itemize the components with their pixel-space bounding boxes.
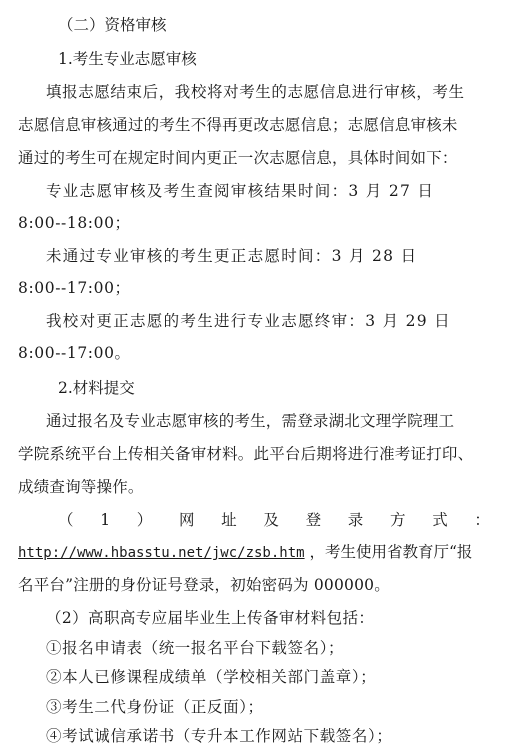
- schedule-time: 8:00--18:00；: [18, 214, 131, 232]
- item1-char: 录: [347, 511, 364, 529]
- paragraph-line: 填报志愿结束后，我校将对考生的志愿信息进行审核，考生: [46, 83, 465, 101]
- item1-char: 方: [389, 511, 406, 529]
- item1-char: 网: [178, 511, 195, 529]
- section-heading: （二）资格审核: [58, 16, 167, 34]
- item1-url-line: [0, 537, 517, 567]
- subsection-heading-materials: 2.材料提交: [58, 379, 135, 397]
- material-list-item: ④考试诚信承诺书（专升本工作网站下载签名）；: [46, 727, 393, 745]
- item1-continuation: 名平台”注册的身份证号登录，初始密码为 000000。: [18, 576, 390, 594]
- paragraph-line: 通过的考生可在规定时间内更正一次志愿信息，具体时间如下：: [18, 149, 458, 167]
- schedule-line: 专业志愿审核及考生查阅审核结果时间：3 月 27 日: [46, 182, 435, 200]
- item1-label-line: [58, 505, 490, 535]
- item1-char: 登: [305, 511, 322, 529]
- schedule-line: 我校对更正志愿的考生进行专业志愿终审：3 月 29 日: [46, 312, 451, 330]
- item1-char: 及: [263, 511, 279, 529]
- material-list-item: ③考生二代身份证（正反面）；: [46, 697, 264, 716]
- subsection-heading-review: 1.考生专业志愿审核: [58, 50, 197, 68]
- item1-url-trailing-text: ，考生使用省教育厅“报: [304, 543, 473, 561]
- item1-char: 1: [100, 511, 111, 529]
- item1-char: 址: [221, 511, 237, 529]
- schedule-time: 8:00--17:00。: [18, 344, 131, 362]
- item1-char: （: [58, 511, 74, 529]
- paragraph-line: 学院系统平台上传相关备审材料。此平台后期将进行准考证打印、: [18, 445, 474, 463]
- material-list-item: ②本人已修课程成绩单（学校相关部门盖章）；: [46, 668, 377, 686]
- paragraph-line: 成绩查询等操作。: [18, 478, 144, 496]
- paragraph-line: 通过报名及专业志愿审核的考生，需登录湖北文理学院理工: [46, 412, 455, 430]
- item2-heading: （2）高职高专应届毕业生上传备审材料包括：: [46, 609, 375, 627]
- item1-char: ：: [474, 511, 490, 529]
- item1-char: 式: [432, 511, 448, 529]
- registration-link[interactable]: http://www.hbasstu.net/jwc/zsb.htm: [18, 545, 305, 561]
- material-list-item: ①报名申请表（统一报名平台下载签名）；: [46, 638, 345, 657]
- item1-char: ）: [136, 511, 153, 529]
- paragraph-line: 志愿信息审核通过的考生不得再更改志愿信息；志愿信息审核未: [18, 116, 458, 134]
- schedule-time: 8:00--17:00；: [18, 279, 131, 297]
- schedule-line: 未通过专业审核的考生更正志愿时间：3 月 28 日: [46, 247, 418, 265]
